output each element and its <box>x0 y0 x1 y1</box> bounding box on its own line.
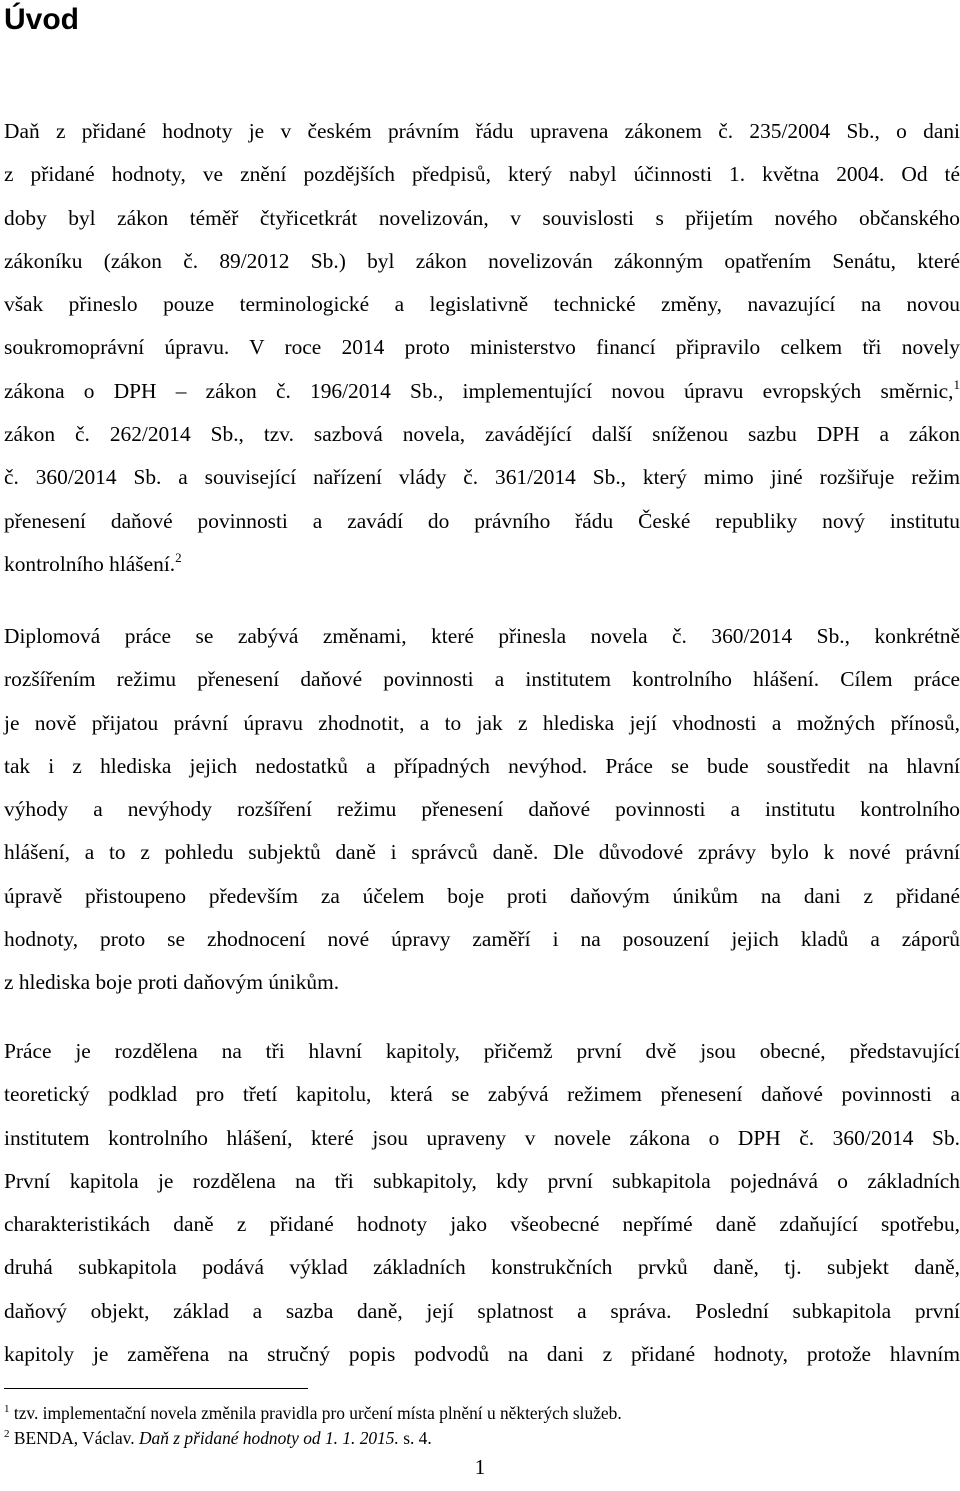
text-line: druhá subkapitola podává výklad základních konstrukčních prvků daně, tj. subjekt daně, <box>4 1255 960 1280</box>
text-line: Diplomová práce se zabývá změnami, které přinesla novela č. 360/2014 Sb., konkrétně <box>4 624 960 648</box>
text-line: přenesení daňové povinnosti a zavádí do právního řádu České republiky nový institutu <box>4 508 960 533</box>
text-line: z přidané hodnoty, ve znění pozdějších předpisů, který nabyl účinnosti 1. května 2004. Od té <box>4 162 960 187</box>
footnote-reference-1[interactable]: 1 <box>953 376 960 392</box>
text-line: zákon č. 262/2014 Sb., tzv. sazbová novela, zavádějící další sníženou sazbu DPH a zákon <box>4 422 960 447</box>
text-line: hodnoty, proto se zhodnocení nové úpravy zaměří i na posouzení jejich kladů a záporů <box>4 927 960 952</box>
text-line: soukromoprávní úpravu. V roce 2014 proto ministerstvo financí připravilo celkem tři novely <box>4 335 960 360</box>
paragraph-aim <box>4 615 960 1005</box>
footnote-book-title: Daň z přidané hodnoty od 1. 1. 2015. <box>138 1428 399 1448</box>
text-line-content: kontrolního hlášení. <box>4 551 176 576</box>
footnote-number: 1 <box>4 1403 10 1415</box>
footnote-page: s. 4. <box>403 1428 432 1448</box>
footnote-1 <box>4 1402 622 1424</box>
text-line: charakteristikách daně z přidané hodnoty jako všeobecné nepřímé daně zdaňující spotřebu, <box>4 1212 960 1237</box>
paragraph-intro <box>4 110 960 586</box>
text-line: hlášení, a to z pohledu subjektů daně i správců daně. Dle důvodové zprávy bylo k nové právní <box>4 840 960 865</box>
text-line: kapitoly je zaměřena na stručný popis podvodů na dani z přidané hodnoty, protože hlavním <box>4 1342 960 1367</box>
text-line: však přineslo pouze terminologické a legislativně technické změny, navazující na novou <box>4 292 960 317</box>
text-line: úpravě přistoupeno především za účelem boje proti daňovým únikům na dani z přidané <box>4 883 960 908</box>
footnote-author: BENDA, Václav. <box>13 1428 135 1448</box>
text-line: je nově přijatou právní úpravu zhodnotit, a to jak z hlediska její vhodnosti a možných přínosů, <box>4 710 960 735</box>
footnote-reference-2[interactable]: 2 <box>175 549 182 565</box>
text-line: Daň z přidané hodnoty je v českém právním řádu upravena zákonem č. 235/2004 Sb., o dani <box>4 119 960 143</box>
text-line: teoretický podklad pro třetí kapitolu, která se zabývá režimem přenesení daňové povinnosti a <box>4 1082 960 1107</box>
footnote-2 <box>4 1427 432 1449</box>
text-line: První kapitola je rozdělena na tři subkapitoly, kdy první subkapitola pojednává o základních <box>4 1168 960 1193</box>
text-line <box>4 543 960 586</box>
text-line: institutem kontrolního hlášení, které jsou upraveny v novele zákona o DPH č. 360/2014 Sb. <box>4 1125 960 1150</box>
text-line: daňový objekt, základ a sazba daně, její splatnost a správa. Poslední subkapitola první <box>4 1298 960 1323</box>
text-line: výhody a nevýhody rozšíření režimu přenesení daňové povinnosti a institutu kontrolního <box>4 797 960 822</box>
text-line: rozšířením režimu přenesení daňové povinnosti a institutem kontrolního hlášení. Cílem práce <box>4 667 960 692</box>
page-title: Úvod <box>4 3 79 36</box>
text-line: Práce je rozdělena na tři hlavní kapitoly, přičemž první dvě jsou obecné, představující <box>4 1039 960 1063</box>
footnote-text: tzv. implementační novela změnila pravidla pro určení místa plnění u některých služeb. <box>13 1403 622 1423</box>
footnote-number: 2 <box>4 1428 10 1440</box>
text-line-content: zákona o DPH – zákon č. 196/2014 Sb., implementující novou úpravu evropských směrnic, <box>4 378 954 403</box>
text-line: tak i z hlediska jejich nedostatků a případných nevýhod. Práce se bude soustředit na hlavní <box>4 753 960 778</box>
text-line: č. 360/2014 Sb. a související nařízení vlády č. 361/2014 Sb., který mimo jiné rozšiřuje režim <box>4 465 960 490</box>
footnote-separator <box>4 1388 308 1389</box>
text-line: z hlediska boje proti daňovým únikům. <box>4 970 340 995</box>
paragraph-structure <box>4 1030 960 1376</box>
text-line <box>4 370 960 413</box>
text-line: doby byl zákon téměř čtyřicetkrát novelizován, v souvislosti s přijetím nového občanského <box>4 205 960 230</box>
text-line: zákoníku (zákon č. 89/2012 Sb.) byl zákon novelizován zákonným opatřením Senátu, které <box>4 248 960 273</box>
page-number: 1 <box>474 1455 486 1479</box>
